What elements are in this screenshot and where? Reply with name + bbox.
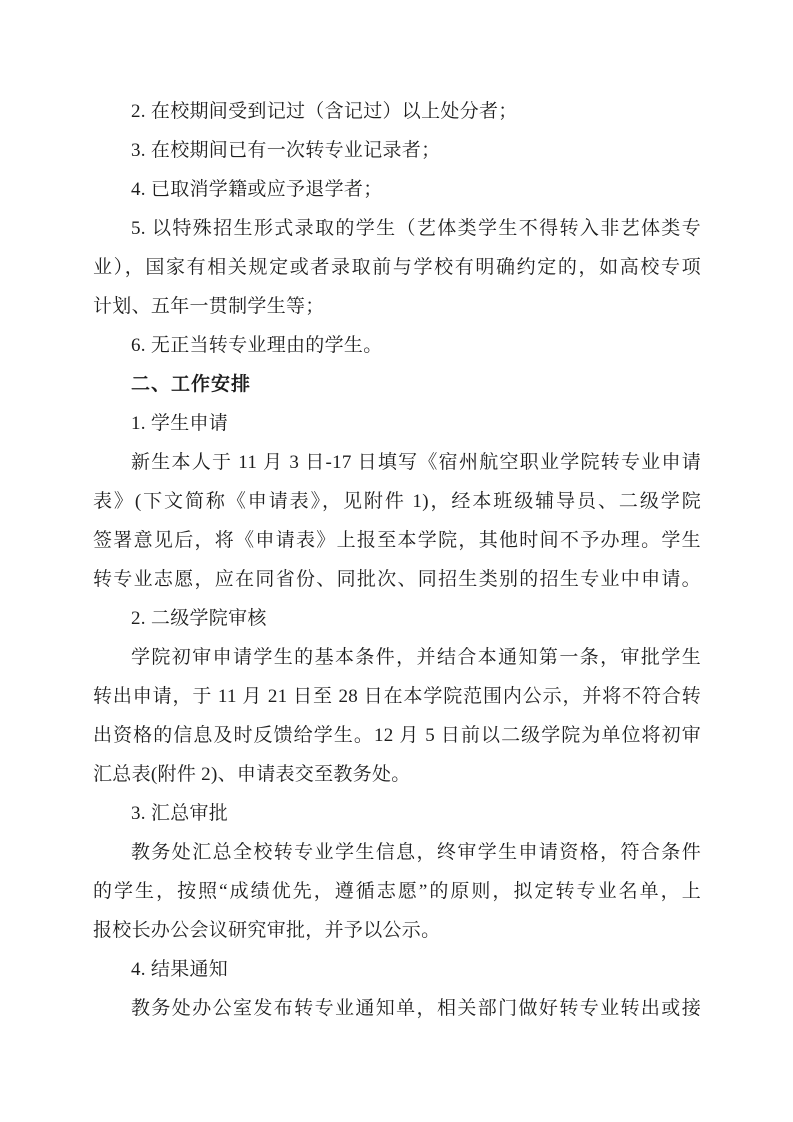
text-line: 3. 在校期间已有一次转专业记录者；: [131, 140, 441, 161]
text-line: 出资格的信息及时反馈给学生。12 月 5 日前以二级学院为单位将初审: [93, 725, 701, 746]
text-line: 报校长办公会议研究审批，并予以公示。: [93, 920, 441, 941]
text-line: 3. 汇总审批: [131, 803, 229, 824]
text-line: 转出申请，于 11 月 21 日至 28 日在本学院范围内公示，并将不符合转: [93, 686, 701, 707]
text-line: 业），国家有相关规定或者录取前与学校有明确约定的，如高校专项: [93, 257, 701, 278]
text-line: 2. 在校期间受到记过（含记过）以上处分者；: [131, 101, 518, 122]
text-line: 5. 以特殊招生形式录取的学生（艺体类学生不得转入非艺体类专: [131, 218, 701, 239]
text-line: 6. 无正当转专业理由的学生。: [131, 335, 383, 356]
text-line: 汇总表(附件 2)、申请表交至教务处。: [93, 764, 411, 785]
text-line: 教务处汇总全校转专业学生信息，终审学生申请资格，符合条件: [131, 842, 701, 863]
section-heading: 二、工作安排: [131, 374, 252, 395]
text-line: 表》(下文简称《申请表》，见附件 1)，经本班级辅导员、二级学院: [93, 491, 701, 512]
text-line: 计划、五年一贯制学生等；: [93, 296, 325, 317]
document-body: [93, 92, 701, 1028]
text-line: 2. 二级学院审核: [131, 608, 267, 629]
text-line: 学院初审申请学生的基本条件，并结合本通知第一条，审批学生: [131, 647, 701, 668]
text-line: 4. 结果通知: [131, 959, 229, 980]
text-line: 的学生，按照“成绩优先，遵循志愿”的原则，拟定转专业名单，上: [93, 881, 701, 902]
text-line: 1. 学生申请: [131, 413, 229, 434]
text-line: 4. 已取消学籍或应予退学者；: [131, 179, 383, 200]
text-line: 新生本人于 11 月 3 日-17 日填写《宿州航空职业学院转专业申请: [131, 452, 701, 473]
text-line: 转专业志愿，应在同省份、同批次、同招生类别的招生专业中申请。: [93, 569, 701, 590]
text-line: 签署意见后，将《申请表》上报至本学院，其他时间不予办理。学生: [93, 530, 701, 551]
text-line: 教务处办公室发布转专业通知单，相关部门做好转专业转出或接: [131, 998, 701, 1019]
